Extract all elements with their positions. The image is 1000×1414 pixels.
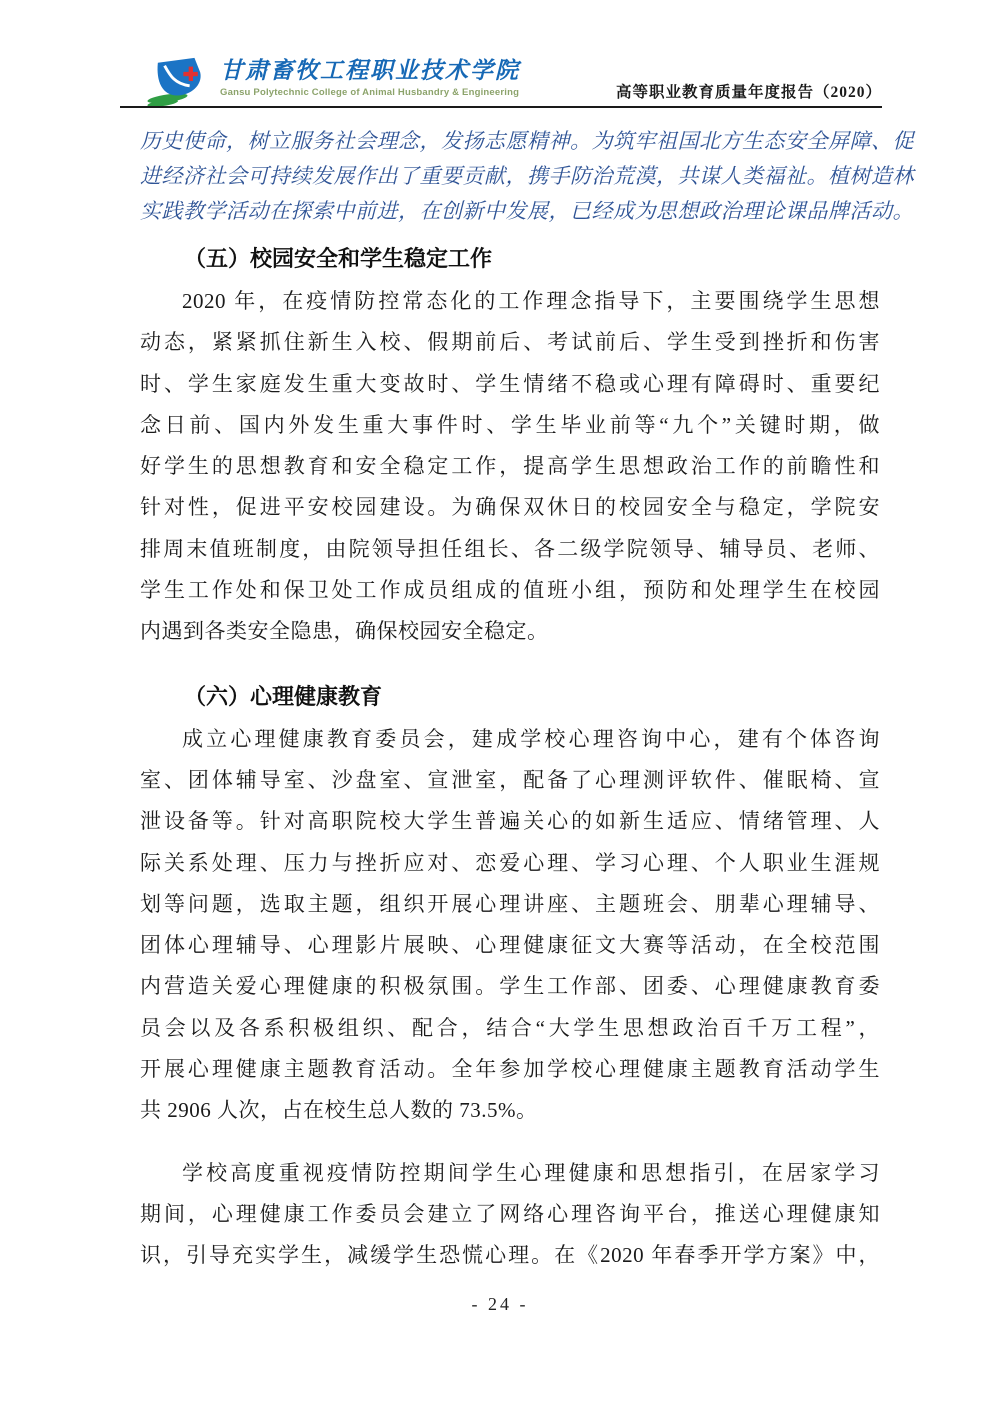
body-text-line: 学校高度重视疫情防控期间学生心理健康和思想指引，在居家学习	[182, 1160, 880, 1185]
college-logo-text	[220, 56, 520, 99]
page-number: - 24 -	[471, 1294, 529, 1314]
body-text-line: 2020 年，在疫情防控常态化的工作理念指导下，主要围绕学生思想	[182, 289, 880, 313]
body-text-line: 时、学生家庭发生重大变故时、学生情绪不稳或心理有障碍时、重要纪	[140, 371, 880, 396]
body-text-line: 学生工作处和保卫处工作成员组成的值班小组，预防和处理学生在校园	[140, 578, 880, 603]
body-text-line: 针对性，促进平安校园建设。为确保双休日的校园安全与稳定，学院安	[140, 495, 880, 520]
body-text-line: 际关系处理、压力与挫折应对、恋爱心理、学习心理、个人职业生涯规	[140, 850, 880, 875]
body-text-line: 成立心理健康教育委员会，建成学校心理咨询中心，建有个体咨询	[182, 726, 880, 751]
body-text-line: 内营造关爱心理健康的积极氛围。学生工作部、团委、心理健康教育委	[140, 974, 880, 999]
body-text-line: 泄设备等。针对高职院校大学生普遍关心的如新生适应、情绪管理、人	[140, 809, 880, 834]
body-text-line: 好学生的思想教育和安全稳定工作，提高学生思想政治工作的前瞻性和	[140, 454, 880, 479]
body-text-line: 排周末值班制度，由院领导担任组长、各二级学院领导、辅导员、老师、	[140, 536, 880, 561]
page-body	[140, 124, 914, 1277]
header-divider	[120, 106, 882, 108]
mental-health-paragraph-2	[140, 1153, 880, 1277]
college-name-zh: 甘肃畜牧工程职业技术学院	[220, 58, 520, 83]
mental-health-paragraph-1	[140, 719, 880, 1132]
body-text-line: 识，引导充实学生，减缓学生恐慌心理。在《2020 年春季开学方案》中，	[140, 1243, 880, 1268]
intro-text-line: 实践教学活动在探索中前进，在创新中发展，已经成为思想政治理论课品牌活动。	[140, 199, 914, 223]
section-heading-campus-safety: （五）校园安全和学生稳定工作	[184, 246, 493, 271]
college-logo	[146, 56, 520, 108]
campus-safety-paragraph	[140, 281, 880, 653]
intro-text-line: 进经济社会可持续发展作出了重要贡献，携手防治荒漠，共谋人类福祉。植树造林	[140, 164, 914, 188]
college-name-en: Gansu Polytechnic College of Animal Husbandry & Engineering	[220, 87, 520, 98]
report-title: 高等职业教育质量年度报告（2020）	[615, 84, 882, 101]
section-heading-mental-health: （六）心理健康教育	[184, 683, 383, 709]
body-text-line: 念日前、国内外发生重大事件时、学生毕业前等“九个”关键时期，做	[140, 412, 880, 437]
body-text-line: 开展心理健康主题教育活动。全年参加学校心理健康主题教育活动学生	[140, 1057, 880, 1082]
body-text-line: 共 2906 人次，占在校生总人数的 73.5%。	[140, 1098, 538, 1123]
body-text-line: 内遇到各类安全隐患，确保校园安全稳定。	[140, 619, 549, 644]
body-text-line: 室、团体辅导室、沙盘室、宣泄室，配备了心理测评软件、催眠椅、宣	[140, 767, 880, 792]
body-text-line: 团体心理辅导、心理影片展映、心理健康征文大赛等活动，在全校范围	[140, 933, 880, 958]
body-text-line: 员会以及各系积极组织、配合，结合“大学生思想政治百千万工程”，	[140, 1015, 880, 1040]
body-text-line: 期间，心理健康工作委员会建立了网络心理咨询平台，推送心理健康知	[140, 1201, 880, 1226]
body-text-line: 动态，紧紧抓住新生入校、假期前后、考试前后、学生受到挫折和伤害	[140, 330, 880, 355]
intro-paragraph	[140, 124, 914, 229]
college-logo-icon	[146, 56, 214, 108]
page-footer	[0, 1294, 1000, 1315]
body-text-line: 划等问题，选取主题，组织开展心理讲座、主题班会、朋辈心理辅导、	[140, 891, 880, 916]
intro-text-line: 历史使命，树立服务社会理念，发扬志愿精神。为筑牢祖国北方生态安全屏障、促	[140, 129, 914, 153]
